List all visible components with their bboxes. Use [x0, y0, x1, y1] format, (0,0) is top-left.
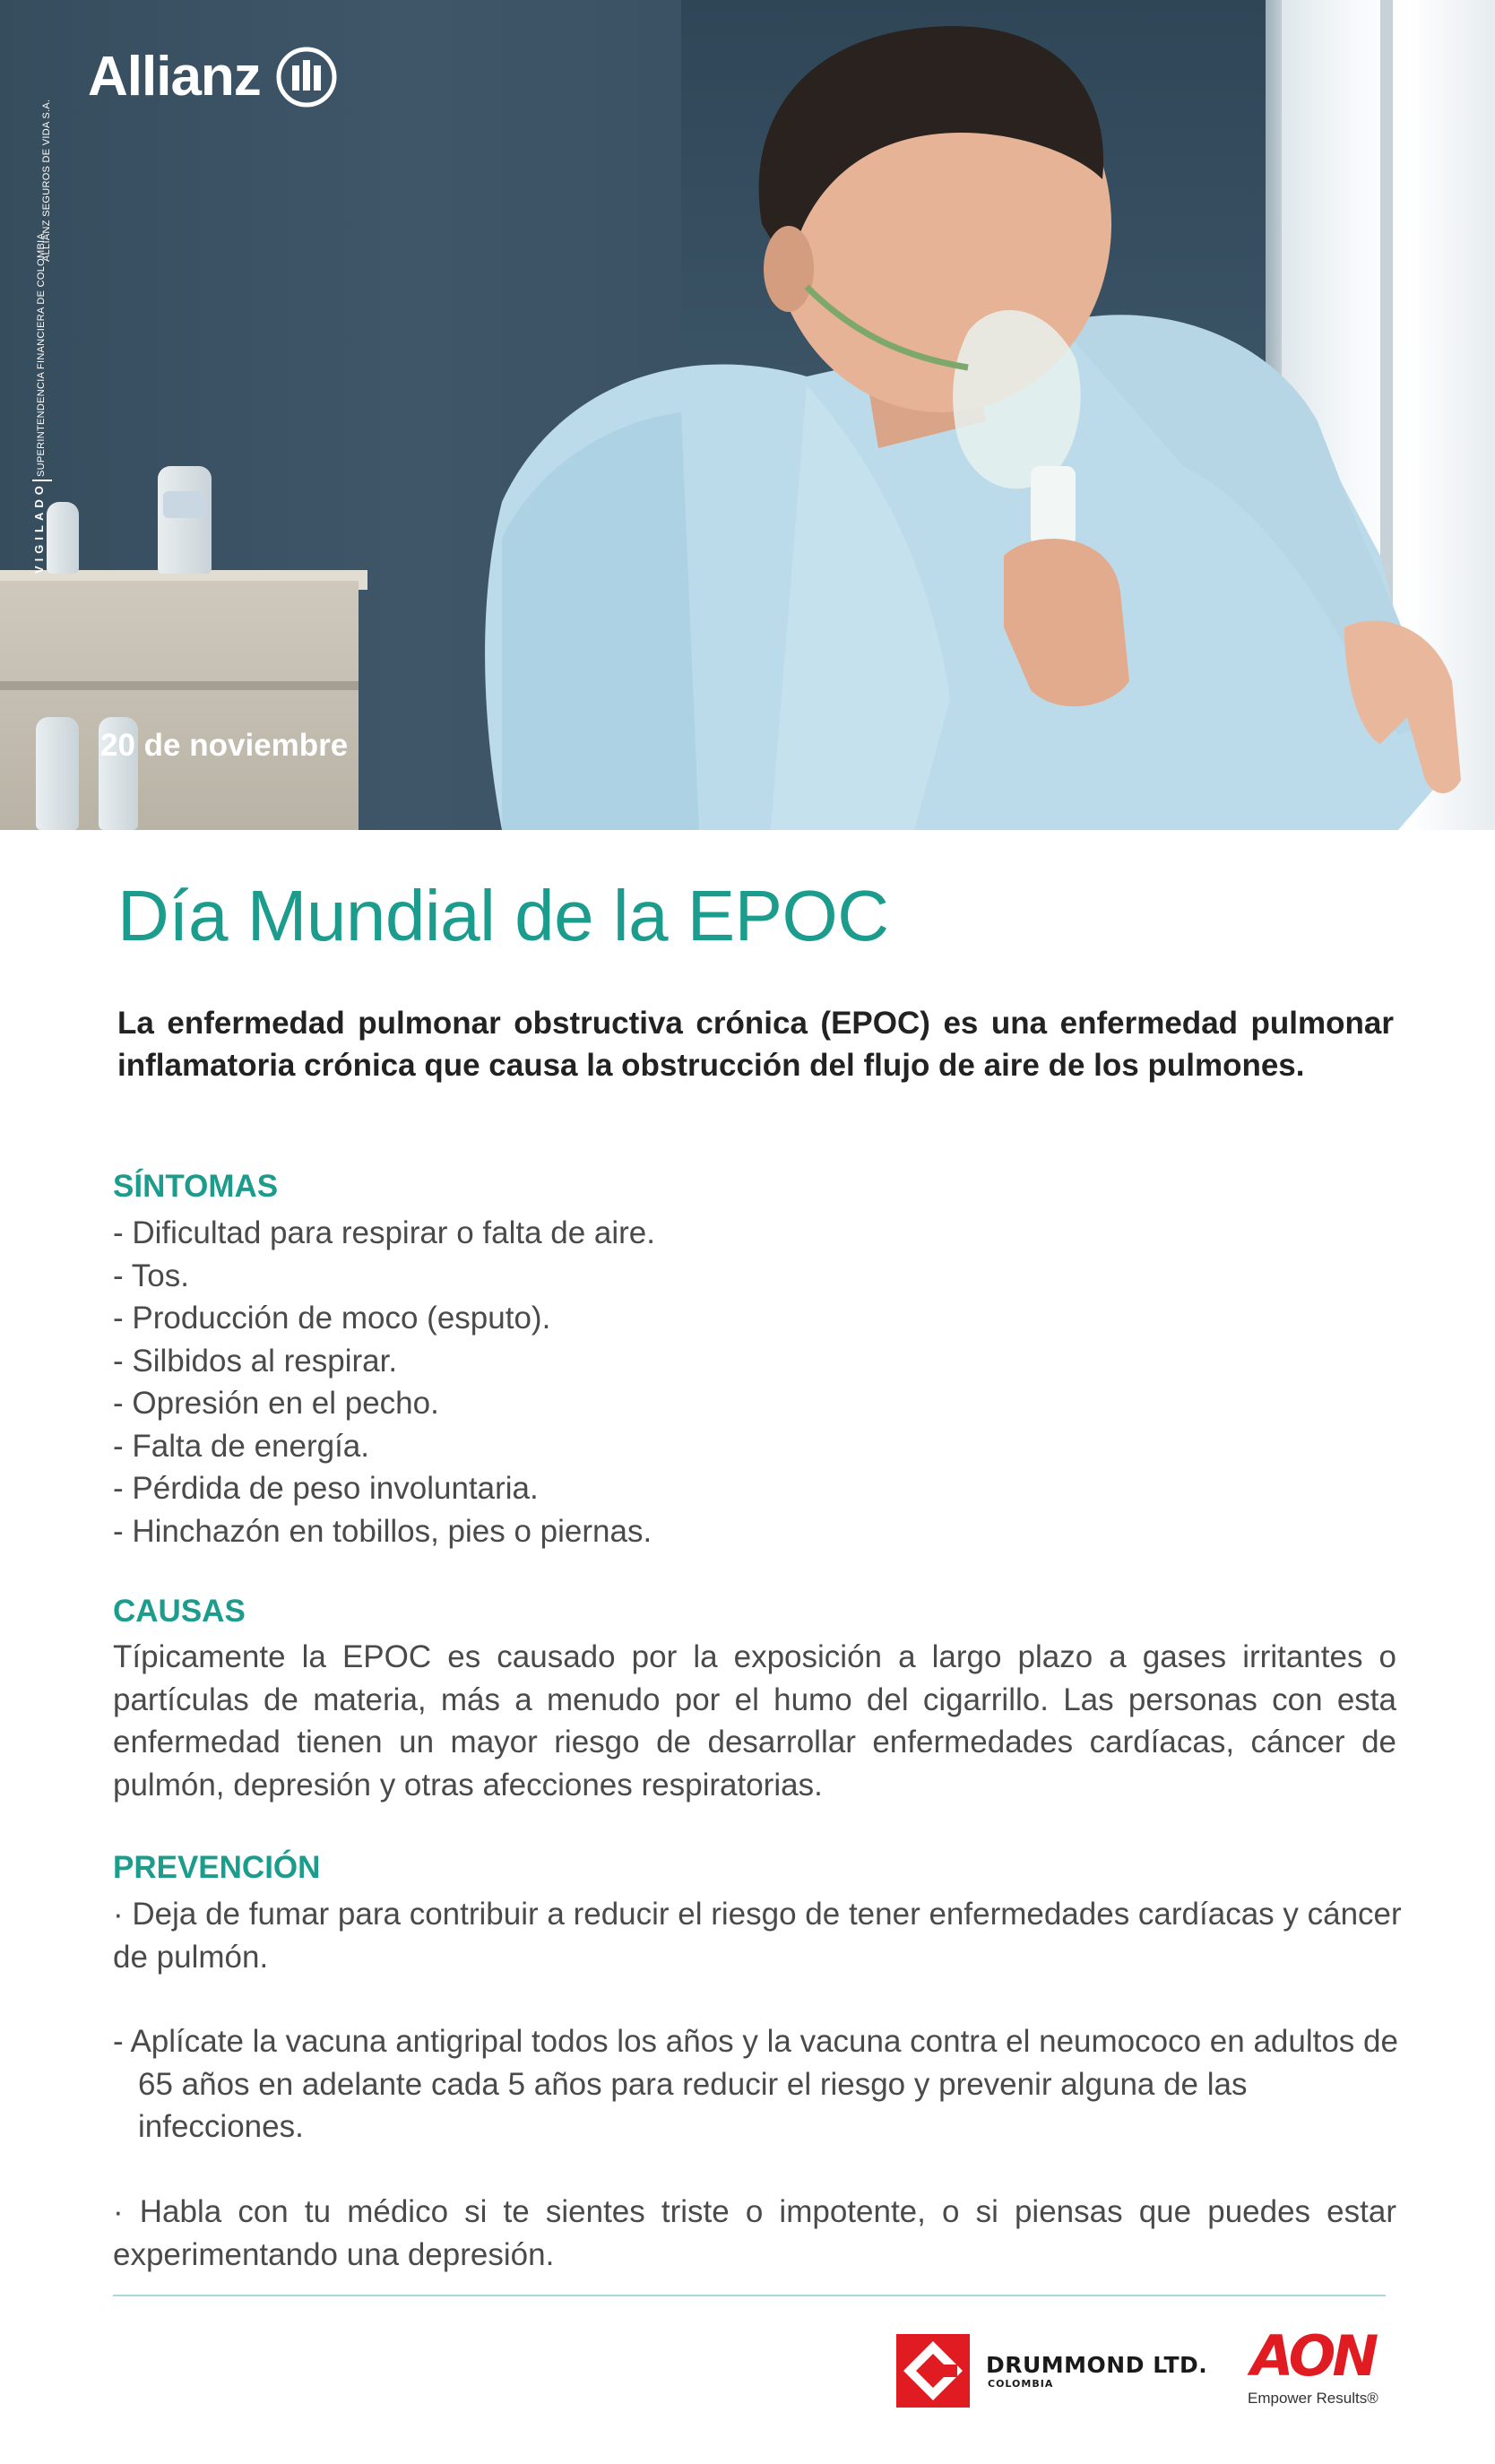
list-item: - Silbidos al respirar.	[113, 1343, 398, 1379]
legal-superintendencia: SUPERINTENDENCIA FINANCIERA DE COLOMBIA	[36, 232, 47, 477]
drummond-sub: COLOMBIA	[988, 2378, 1054, 2390]
page-title: Día Mundial de la EPOC	[117, 876, 889, 955]
aon-tagline: Empower Results®	[1248, 2390, 1378, 2407]
prevention-heading: PREVENCIÓN	[113, 1850, 321, 1885]
list-item: - Tos.	[113, 1258, 189, 1293]
allianz-eagle-icon	[275, 46, 338, 108]
symptoms-list	[113, 1212, 655, 1552]
vigilado-label: VIGILADO	[32, 481, 46, 574]
hero-date: 20 de noviembre	[100, 728, 349, 763]
list-item: - Hinchazón en tobillos, pies o piernas.	[113, 1513, 652, 1549]
prevention-item: · Deja de fumar para contribuir a reducir el riesgo de tener enfermedades cardíacas y cáncer de pulmón.	[113, 1897, 1402, 1975]
prevention-item: · Habla con tu médico si te sientes triste o impotente, o si piensas que puedes estar experimentando una depresión.	[113, 2194, 1396, 2272]
aon-wordmark: AON	[1250, 2323, 1376, 2389]
causes-heading: CAUSAS	[113, 1594, 246, 1629]
drummond-logo	[893, 2330, 1207, 2411]
intro-paragraph: La enfermedad pulmonar obstructiva crónica (EPOC) es una enfermedad pulmonar inflamatoria crónica que causa la obstrucción del flujo de aire de los pulmones.	[117, 1006, 1394, 1083]
causes-paragraph: Típicamente la EPOC es causado por la exposición a largo plazo a gases irritantes o partículas de materia, más a menudo por el humo del cigarrillo. Las personas con esta enfermedad tienen un mayor riesgo de desarrollar enfermedades cardíacas, cáncer de pulmón, depresión y otras afecciones respiratorias.	[113, 1639, 1396, 1803]
drummond-name: DRUMMOND LTD.	[986, 2352, 1208, 2378]
brand-name: Allianz	[88, 46, 261, 108]
symptoms-heading: SÍNTOMAS	[113, 1169, 279, 1204]
hero-banner	[0, 0, 1495, 830]
drummond-diamond-icon	[893, 2330, 973, 2411]
person-with-nebulizer-photo	[0, 0, 1495, 830]
legal-entity: ALLIANZ SEGUROS DE VIDA S.A.	[41, 99, 52, 262]
sponsor-logos	[893, 2325, 1413, 2433]
content-area	[0, 830, 1495, 2464]
list-item: - Pérdida de peso involuntaria.	[113, 1471, 539, 1506]
list-item: - Dificultad para respirar o falta de aire.	[113, 1215, 655, 1250]
list-item: - Falta de energía.	[113, 1428, 369, 1464]
list-item: - Producción de moco (esputo).	[113, 1301, 551, 1336]
prevention-item: - Aplícate la vacuna antigripal todos los años y la vacuna contra el neumococo en adultos de 65 años en adelante cada 5 años para reducir el riesgo y prevenir alguna de las infecciones.	[113, 2024, 1398, 2144]
footer-divider	[113, 2295, 1386, 2296]
brand-logo	[88, 45, 338, 108]
list-item: - Opresión en el pecho.	[113, 1386, 439, 1421]
aon-logo	[1248, 2325, 1378, 2408]
